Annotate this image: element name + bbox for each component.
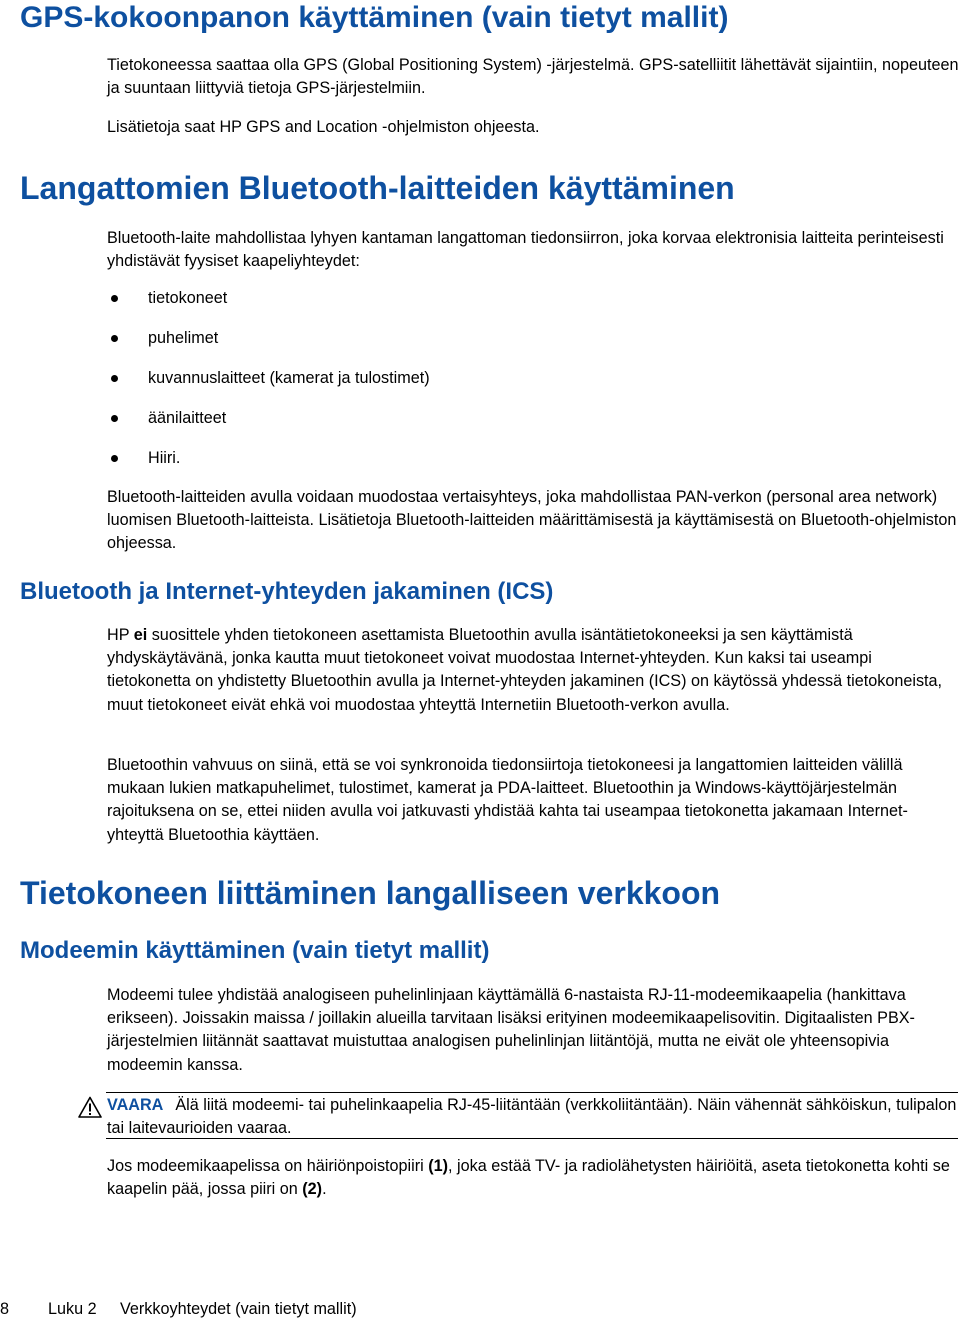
ics-heading: Bluetooth ja Internet-yhteyden jakaminen (ICS) [20,578,554,605]
ics-paragraph-2: Bluetoothin vahvuus on siinä, että se voi synkronoida tiedonsiirtoja tietokoneesi ja langattomien laitteiden välillä mukaan lukien matkapuhelimet, tulostimet, kamerat ja PDA-laitteet. Bluetoothin ja Windows-käyttöjärjestelmän rajoituksena on se, ettei niiden avulla voi jatkuvasti yhdistää kahta tai useampaa tietokonetta jakamaan Internet-yhteyttä Bluetoothia käyttäen. [107,756,908,844]
list-item [107,407,430,447]
warning-note [107,1094,959,1140]
page-number: 8 [0,1300,10,1318]
ics-text-start: HP [107,626,134,644]
warning-divider-bottom [106,1138,958,1139]
bullet-icon [111,295,118,302]
ics-emphasis: ei [133,626,148,644]
gps-heading: GPS-kokoonpanon käyttäminen (vain tietyt mallit) [20,1,729,34]
list-item [107,287,430,327]
gps-paragraph-2: Lisätietoja saat HP GPS and Location -ohjelmiston ohjeesta. [107,118,540,136]
bullet-icon [111,335,118,342]
wired-network-heading: Tietokoneen liittäminen langalliseen verkkoon [20,875,721,911]
list-item [107,367,430,407]
bluetooth-outro: Bluetooth-laitteiden avulla voidaan muodostaa vertaisyhteys, joka mahdollistaa PAN-verkon (personal area network) luomisen Bluetooth-laitteista. Lisätietoja Bluetooth-laitteiden määrittämisestä ja käyttämisestä on Bluetooth-ohjelmiston ohjeessa. [107,488,957,553]
bluetooth-intro: Bluetooth-laite mahdollistaa lyhyen kantaman langattoman tiedonsiirron, joka korvaa elektronisia laitteita perinteisesti yhdistävät fyysiset kaapeliyhteydet: [107,229,944,271]
list-item-text: äänilaitteet [148,409,227,427]
ics-text-rest: suosittele yhden tietokoneen asettamista Bluetoothin avulla isäntätietokoneeksi ja sen käyttämistä yhdyskäytävänä, jonka kautta muut tietokoneet voivat muodostaa Internet-yhteyden. Kun kaksi tai useampi tietokonetta on yhdistetty Bluetoothin avulla ja Internet-yhteyden jakaminen (ICS) on käytössä yhdessä tietokoneista, muut tietokoneet eivät ehkä voi muodostaa yhteyttä Internetiin Bluetooth-verkon avulla. [107,626,943,714]
list-item-text: kuvannuslaitteet (kamerat ja tulostimet) [148,369,430,387]
list-item-text: Hiiri. [148,449,181,467]
bluetooth-device-list [107,287,430,487]
callout-2: (2) [302,1180,323,1199]
bullet-icon [111,455,118,462]
bullet-icon [111,375,118,382]
warning-triangle-icon [78,1096,102,1118]
bluetooth-heading: Langattomien Bluetooth-laitteiden käyttäminen [20,170,735,206]
warning-divider-top [106,1092,958,1093]
gps-paragraph-1: Tietokoneessa saattaa olla GPS (Global Positioning System) -järjestelmä. GPS-satelliitit lähettävät sijaintiin, nopeuteen ja suuntaan liittyviä tietoja GPS-järjestelmiin. [107,56,959,98]
modem-text-end: . [322,1180,327,1199]
callout-1: (1) [428,1157,449,1175]
bullet-icon [111,415,118,422]
modem-paragraph-1: Modeemi tulee yhdistää analogiseen puhelinlinjaan käyttämällä 6-nastaista RJ-11-modeemikaapelia (hankittava erikseen). Joissakin maissa / joillakin alueilla tarvitaan lisäksi erityinen modeemikaapelisovitin. Digitaalisten PBX-järjestelmien liitännät saattavat muistuttaa analogisen puhelinlinjan liitäntöjä, mutta ne eivät ole yhteensopivia modeemin kanssa. [107,986,915,1074]
list-item-text: puhelimet [148,329,219,347]
chapter-title: Verkkoyhteydet (vain tietyt mallit) [120,1300,357,1318]
modem-text-start: Jos modeemikaapelissa on häiriönpoistopiiri [107,1157,429,1175]
warning-text: Älä liitä modeemi- tai puhelinkaapelia RJ-45-liitäntään (verkkoliitäntään). Näin vähennät sähköiskun, tulipalon tai laitevaurioiden vaaraa. [107,1096,957,1138]
list-item-text: tietokoneet [148,289,228,307]
modem-heading: Modeemin käyttäminen (vain tietyt mallit) [20,937,490,964]
modem-paragraph-2 [107,1155,959,1201]
ics-paragraph-1 [107,624,959,717]
list-item [107,327,430,367]
warning-label: VAARA [107,1096,164,1114]
chapter-label: Luku 2 [48,1300,97,1318]
modem-text-middle: , joka estää TV- ja radiolähetysten häiriöitä, aseta tietokonetta kohti se kaapelin pää, jossa piiri on [107,1157,950,1199]
list-item [107,447,430,487]
